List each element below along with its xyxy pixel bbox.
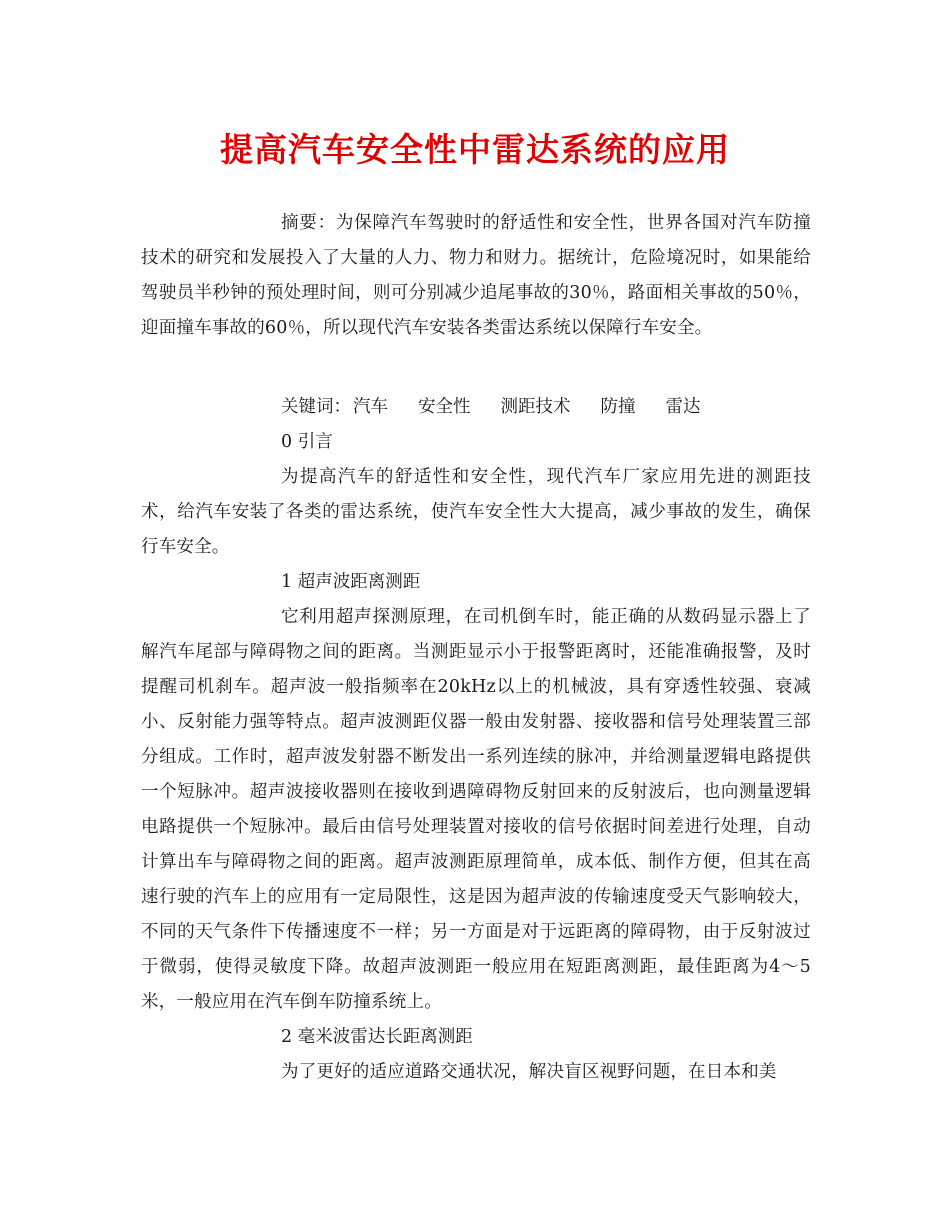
- keywords-label: 关键词：: [281, 397, 351, 417]
- keyword-item: 雷达: [665, 397, 701, 417]
- keywords-line: [141, 390, 811, 425]
- keyword-item: 汽车: [353, 397, 388, 417]
- document-title: 提高汽车安全性中雷达系统的应用: [220, 130, 730, 169]
- abstract-paragraph: 摘要：为保障汽车驾驶时的舒适性和安全性，世界各国对汽车防撞技术的研究和发展投入了大量的人力、物力和财力。据统计，危险境况时，如果能给驾驶员半秒钟的预处理时间，则可分别减少追尾事故的30％，路面相关事故的50％，迎面撞车事故的60％，所以现代汽车安装各类雷达系统以保障行车安全。: [141, 213, 811, 338]
- body-paragraph: 为提高汽车的舒适性和安全性，现代汽车厂家应用先进的测距技术，给汽车安装了各类的雷达系统，使汽车安全性大大提高，减少事故的发生，确保行车安全。: [141, 467, 811, 557]
- body-paragraph: 它利用超声探测原理，在司机倒车时，能正确的从数码显示器上了解汽车尾部与障碍物之间的距离。当测距显示小于报警距离时，还能准确报警，及时提醒司机刹车。超声波一般指频率在20kHz以上的机械波，具有穿透性较强、衰减小、反射能力强等特点。超声波测距仪器一般由发射器、接收器和信号处理装置三部分组成。工作时，超声波发射器不断发出一系列连续的脉冲，并给测量逻辑电路提供一个短脉冲。超声波接收器则在接收到遇障碍物反射回来的反射波后，也向测量逻辑电路提供一个短脉冲。最后由信号处理装置对接收的信号依据时间差进行处理，自动计算出车与障碍物之间的距离。超声波测距原理简单，成本低、制作方便，但其在高速行驶的汽车上的应用有一定局限性，这是因为超声波的传输速度受天气影响较大，不同的天气条件下传播速度不一样；另一方面是对于远距离的障碍物，由于反射波过于微弱，使得灵敏度下降。故超声波测距一般应用在短距离测距，最佳距离为4～5米，一般应用在汽车倒车防撞系统上。: [141, 607, 811, 1012]
- keyword-item: 防撞: [600, 397, 636, 417]
- body-paragraph: 为了更好的适应道路交通状况，解决盲区视野问题，在日本和美: [281, 1062, 777, 1082]
- section-heading: 2 毫米波雷达长距离测距: [281, 1027, 473, 1047]
- document-body: [141, 206, 811, 1090]
- keyword-item: 安全性: [418, 397, 471, 417]
- section-heading: 1 超声波距离测距: [281, 572, 421, 592]
- section-heading: 0 引言: [281, 432, 333, 452]
- keyword-item: 测距技术: [500, 397, 571, 417]
